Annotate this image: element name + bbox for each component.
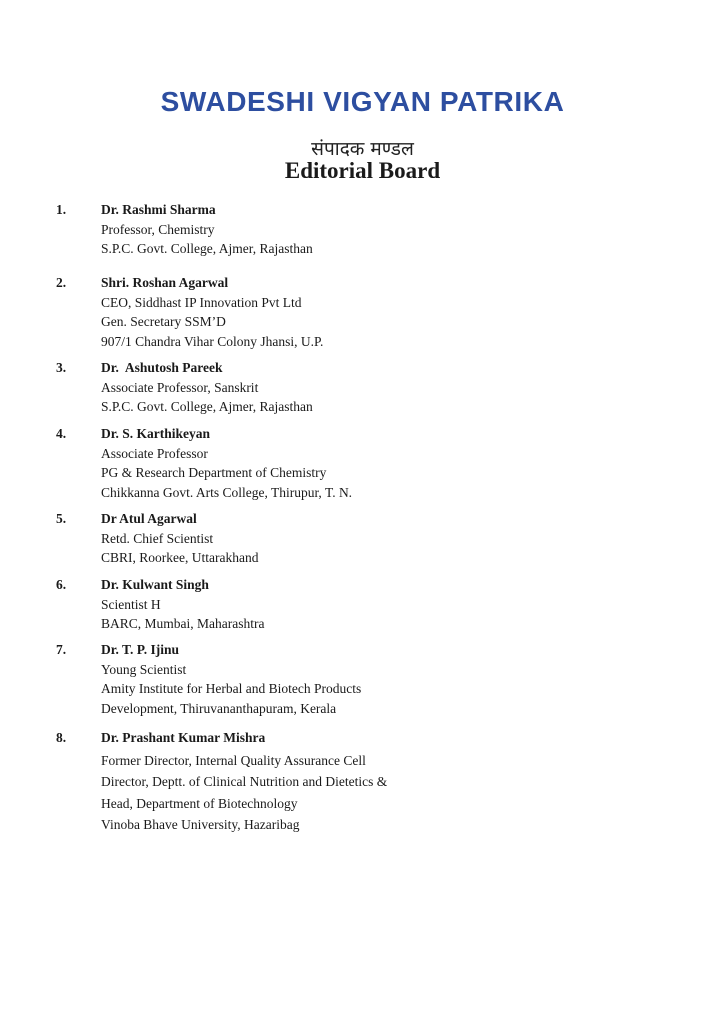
member-name: Dr. Prashant Kumar Mishra	[101, 730, 266, 745]
board-title-hindi: संपादक मण्डल	[311, 138, 414, 160]
member-number: 1.	[56, 202, 67, 217]
member-detail-line: Former Director, Internal Quality Assurance Cell	[101, 752, 366, 768]
member-detail-line: S.P.C. Govt. College, Ajmer, Rajasthan	[101, 241, 313, 256]
member-detail-line: Chikkanna Govt. Arts College, Thirupur, T. N.	[101, 484, 353, 500]
member-name: Shri. Roshan Agarwal	[101, 275, 229, 290]
member-detail-line: CEO, Siddhast IP Innovation Pvt Ltd	[101, 294, 302, 310]
member-detail-line: Young Scientist	[101, 661, 187, 677]
member-detail-line: Retd. Chief Scientist	[101, 530, 214, 546]
member-name: Dr Atul Agarwal	[101, 511, 197, 526]
member-number: 2.	[56, 275, 67, 290]
member-name: Dr. Ashutosh Pareek	[101, 360, 223, 375]
member-detail-line: Director, Deptt. of Clinical Nutrition and Dietetics &	[101, 774, 388, 789]
member-detail-line: Head, Department of Biotechnology	[101, 795, 298, 811]
member-number: 7.	[56, 642, 67, 657]
member-name: Dr. Rashmi Sharma	[101, 202, 216, 217]
member-detail-line: CBRI, Roorkee, Uttarakhand	[101, 550, 259, 565]
member-detail-line: 907/1 Chandra Vihar Colony Jhansi, U.P.	[101, 333, 324, 349]
member-detail-line: BARC, Mumbai, Maharashtra	[101, 616, 265, 631]
member-detail-line: Vinoba Bhave University, Hazaribag	[101, 817, 300, 832]
member-number: 8.	[56, 730, 67, 745]
member-number: 4.	[56, 426, 67, 441]
member-detail-line: S.P.C. Govt. College, Ajmer, Rajasthan	[101, 399, 313, 414]
member-detail-line: Development, Thiruvananthapuram, Kerala	[101, 700, 337, 716]
member-detail-line: Scientist H	[101, 596, 161, 612]
member-number: 6.	[56, 577, 67, 592]
member-name: Dr. T. P. Ijinu	[101, 642, 180, 657]
member-number: 3.	[56, 360, 67, 375]
member-detail-line: Amity Institute for Herbal and Biotech Products	[101, 681, 362, 696]
member-number: 5.	[56, 511, 67, 526]
member-detail-line: Professor, Chemistry	[101, 221, 215, 237]
member-detail-line: Associate Professor, Sanskrit	[101, 379, 259, 395]
member-name: Dr. S. Karthikeyan	[101, 426, 211, 441]
journal-title: SWADESHI VIGYAN PATRIKA	[160, 86, 565, 117]
member-detail-line: Gen. Secretary SSM’D	[101, 314, 226, 329]
member-detail-line: PG & Research Department of Chemistry	[101, 465, 327, 480]
board-title-english: Editorial Board	[284, 158, 441, 183]
member-detail-line: Associate Professor	[101, 445, 208, 461]
member-name: Dr. Kulwant Singh	[101, 577, 209, 592]
